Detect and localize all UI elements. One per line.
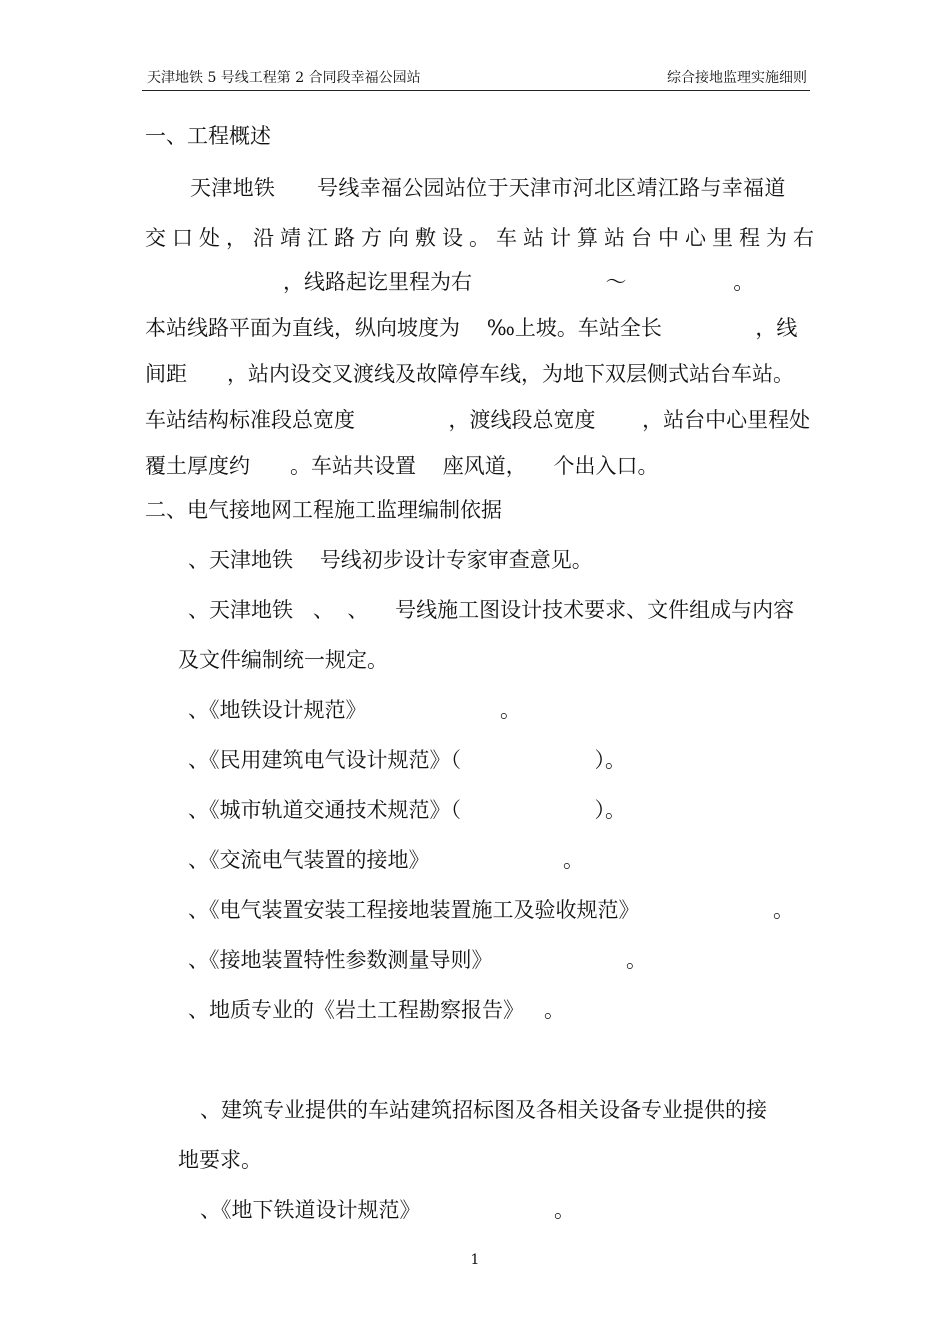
list-item: 、《电气装置安装工程接地装置施工及验收规范》 。	[188, 898, 795, 922]
paragraph-line: ，线路起讫里程为右 ～ 。	[283, 270, 755, 294]
list-item: 、《城市轨道交通技术规范》（ ）。	[188, 798, 627, 822]
list-item: 、《接地装置特性参数测量导则》 。	[188, 948, 648, 972]
list-item: 、天津地铁 、 、 号线施工图设计技术要求、文件组成与内容	[188, 598, 795, 622]
header-right-title: 综合接地监理实施细则	[667, 70, 807, 86]
header-left-title: 天津地铁 5 号线工程第 2 合同段幸福公园站	[147, 70, 421, 86]
list-item: 、地质专业的《岩土工程勘察报告》 。	[188, 998, 566, 1022]
paragraph-line: 覆土厚度约 。车站共设置 座风道， 个出入口。	[145, 454, 659, 478]
paragraph-line: 车站结构标准段总宽度 ，渡线段总宽度 ，站台中心里程处	[145, 408, 811, 432]
page-number: 1	[470, 1252, 480, 1268]
list-item: 、建筑专业提供的车站建筑招标图及各相关设备专业提供的接	[200, 1098, 767, 1122]
paragraph-line: 交口处，沿靖江路方向敷设。车站计算站台中心里程为右	[145, 226, 820, 250]
list-item: 、天津地铁 号线初步设计专家审查意见。	[188, 548, 593, 572]
paragraph-line: 本站线路平面为直线，纵向坡度为 ‰上坡。车站全长 ，线	[145, 316, 798, 340]
section-heading-basis: 二、电气接地网工程施工监理编制依据	[145, 498, 502, 522]
list-item-continuation: 地要求。	[178, 1148, 262, 1172]
list-item: 、《交流电气装置的接地》 。	[188, 848, 585, 872]
list-item-continuation: 及文件编制统一规定。	[178, 648, 388, 672]
paragraph-line: 天津地铁 号线幸福公园站位于天津市河北区靖江路与幸福道	[190, 176, 786, 200]
section-heading-overview: 一、工程概述	[145, 124, 271, 148]
list-item: 、《民用建筑电气设计规范》（ ）。	[188, 748, 627, 772]
list-item: 、《地下铁道设计规范》 。	[200, 1198, 576, 1222]
paragraph-line: 间距 ，站内设交叉渡线及故障停车线，为地下双层侧式站台车站。	[145, 362, 795, 386]
header-divider	[142, 90, 810, 91]
list-item: 、《地铁设计规范》 。	[188, 698, 522, 722]
